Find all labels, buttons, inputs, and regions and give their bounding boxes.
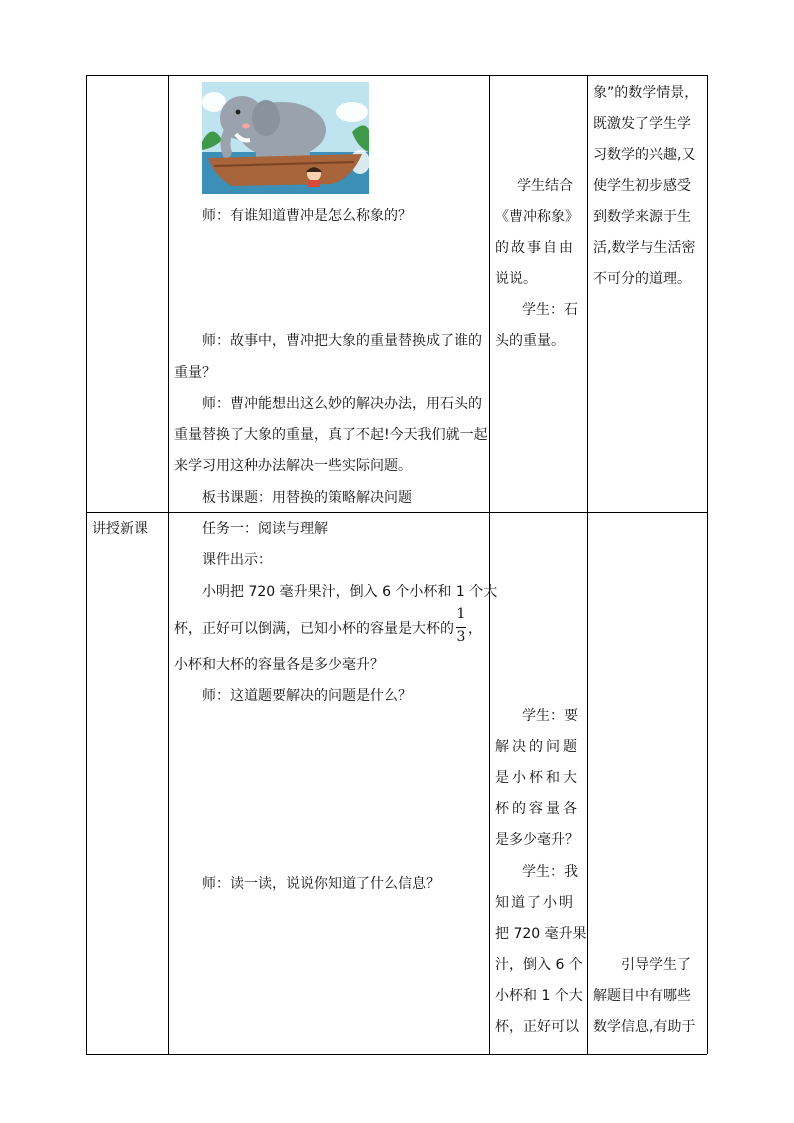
student-line: 杯，正好可以 [495, 1019, 579, 1035]
design-line: 不可分的道理。 [593, 271, 691, 287]
teacher-line: 师：有谁知道曹冲是怎么称象的？ [202, 208, 412, 224]
problem-line: 小杯和大杯的容量各是多少毫升？ [174, 657, 384, 673]
table-col-divider-2 [489, 75, 490, 1054]
teacher-line: 课件出示： [202, 552, 272, 568]
student-line: 头的重量。 [495, 333, 565, 349]
table-border-top [86, 75, 707, 76]
student-line: 把 720 毫升果 [495, 926, 587, 942]
teacher-line: 师：故事中，曹冲把大象的重量替换成了谁的 [202, 333, 482, 349]
section-label: 讲授新课 [92, 521, 148, 537]
fraction-bar [456, 627, 466, 628]
student-line: 《曹冲称象》 [495, 209, 579, 225]
student-line: 解决的问题 [495, 739, 580, 755]
table-col-divider-3 [587, 75, 588, 1054]
table-border-right [707, 75, 708, 1054]
table-border-left [86, 75, 87, 1054]
fraction-denominator: 3 [456, 629, 466, 645]
design-line: 引导学生了 [621, 957, 691, 973]
student-line: 学生：要 [522, 708, 578, 724]
design-line: 象”的数学情景， [593, 85, 699, 101]
student-line: 是多少毫升？ [495, 832, 579, 848]
teacher-line: 师：这道题要解决的问题是什么？ [202, 688, 412, 704]
task-title: 任务一：阅读与理解 [202, 521, 328, 537]
teacher-line: 师：读一读，说说你知道了什么信息？ [202, 876, 440, 892]
board-title-line: 板书课题：用替换的策略解决问题 [202, 490, 412, 506]
teacher-line: 重量替换了大象的重量，真了不起!今天我们就一起 [174, 427, 488, 443]
teacher-line: 来学习用这种办法解决一些实际问题。 [174, 458, 412, 474]
design-line: 解题目中有哪些 [593, 988, 691, 1004]
fraction-numerator: 1 [456, 606, 466, 622]
student-line: 学生：石 [522, 302, 578, 318]
design-line: 使学生初步感受 [593, 178, 691, 194]
fraction [455, 606, 467, 650]
problem-line: 小明把 720 毫升果汁，倒入 6 个小杯和 1 个大 [202, 584, 498, 600]
student-line: 说说。 [495, 271, 537, 287]
table-border-bottom [86, 1054, 707, 1055]
table-row-divider [86, 512, 707, 513]
elephant-boat-illustration [202, 82, 369, 194]
student-line: 学生结合 [517, 178, 573, 194]
student-line: 小杯和 1 个大 [495, 988, 583, 1004]
student-line: 知道了小明 [495, 895, 575, 911]
design-line: 习数学的兴趣,又 [593, 147, 696, 163]
problem-line: 杯，正好可以倒满，已知小杯的容量是大杯的 [174, 621, 454, 637]
student-line: 汁，倒入 6 个 [495, 957, 583, 973]
teacher-line: 重量？ [174, 365, 216, 381]
design-line: 既激发了学生学 [593, 116, 691, 132]
design-line: 数学信息,有助于 [593, 1019, 696, 1035]
design-line: 活,数学与生活密 [593, 240, 696, 256]
table-col-divider-1 [168, 75, 169, 1054]
teacher-line: 师：曹冲能想出这么妙的解决办法，用石头的 [202, 396, 482, 412]
problem-line: ， [468, 621, 482, 637]
student-line: 杯的容量各 [495, 801, 580, 817]
design-line: 到数学来源于生 [593, 209, 691, 225]
student-line: 是小杯和大 [495, 770, 580, 786]
student-line: 的故事自由 [495, 240, 575, 256]
student-line: 学生：我 [522, 864, 578, 880]
